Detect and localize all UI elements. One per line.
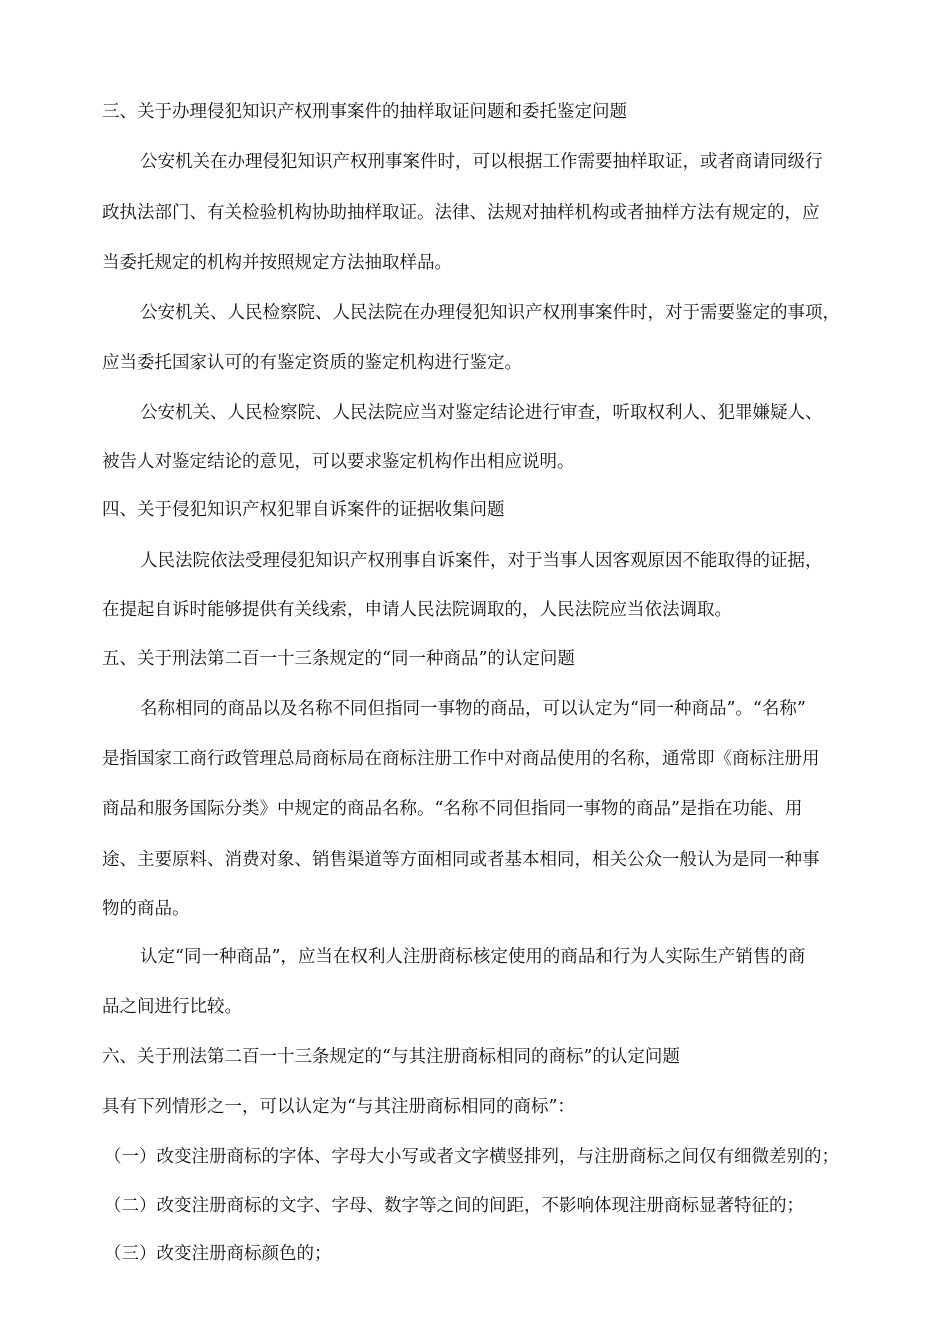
paragraph-line: 认定“同一种商品”，应当在权利人注册商标核定使用的商品和行为人实际生产销售的商 xyxy=(140,947,806,967)
list-item: （二）改变注册商标的文字、字母、数字等之间的间距，不影响体现注册商标显著特征的； xyxy=(104,1196,804,1216)
paragraph-line: 商品和服务国际分类》中规定的商品名称。“名称不同但指同一事物的商品”是指在功能、用 xyxy=(102,799,803,819)
list-item: （一）改变注册商标的字体、字母大小写或者文字横竖排列，与注册商标之间仅有细微差别的； xyxy=(104,1147,839,1167)
paragraph-line: 名称相同的商品以及名称不同但指同一事物的商品，可以认定为“同一种商品”。“名称” xyxy=(140,699,806,719)
paragraph-line: 当委托规定的机构并按照规定方法抽取样品。 xyxy=(102,253,452,273)
section-heading-5: 五、关于刑法第二百一十三条规定的“同一种商品”的认定问题 xyxy=(102,649,575,669)
paragraph-line: 物的商品。 xyxy=(102,899,190,919)
section-heading-4: 四、关于侵犯知识产权犯罪自诉案件的证据收集问题 xyxy=(102,500,505,520)
paragraph-line: 途、主要原料、消费对象、销售渠道等方面相同或者基本相同，相关公众一般认为是同一种事 xyxy=(102,850,820,870)
list-item: （三）改变注册商标颜色的； xyxy=(104,1244,332,1264)
paragraph-line: 在提起自诉时能够提供有关线索，申请人民法院调取的，人民法院应当依法调取。 xyxy=(102,600,732,620)
section-heading-6: 六、关于刑法第二百一十三条规定的“与其注册商标相同的商标”的认定问题 xyxy=(102,1047,680,1067)
paragraph-line: 政执法部门、有关检验机构协助抽样取证。法律、法规对抽样机构或者抽样方法有规定的，应 xyxy=(102,203,820,223)
paragraph-line: 品之间进行比较。 xyxy=(102,997,242,1017)
paragraph-line: 人民法院依法受理侵犯知识产权刑事自诉案件，对于当事人因客观原因不能取得的证据， xyxy=(140,551,823,571)
paragraph-line: 是指国家工商行政管理总局商标局在商标注册工作中对商品使用的名称，通常即《商标注册用 xyxy=(102,749,820,769)
paragraph-line: 公安机关在办理侵犯知识产权刑事案件时，可以根据工作需要抽样取证，或者商请同级行 xyxy=(140,152,823,172)
section-heading-3: 三、关于办理侵犯知识产权刑事案件的抽样取证问题和委托鉴定问题 xyxy=(102,102,627,122)
paragraph-line: 被告人对鉴定结论的意见，可以要求鉴定机构作出相应说明。 xyxy=(102,452,575,472)
paragraph-line: 具有下列情形之一，可以认定为“与其注册商标相同的商标”： xyxy=(102,1097,575,1117)
paragraph-line: 应当委托国家认可的有鉴定资质的鉴定机构进行鉴定。 xyxy=(102,353,522,373)
paragraph-line: 公安机关、人民检察院、人民法院在办理侵犯知识产权刑事案件时，对于需要鉴定的事项， xyxy=(140,303,840,323)
paragraph-line: 公安机关、人民检察院、人民法院应当对鉴定结论进行审查，听取权利人、犯罪嫌疑人、 xyxy=(140,403,823,423)
